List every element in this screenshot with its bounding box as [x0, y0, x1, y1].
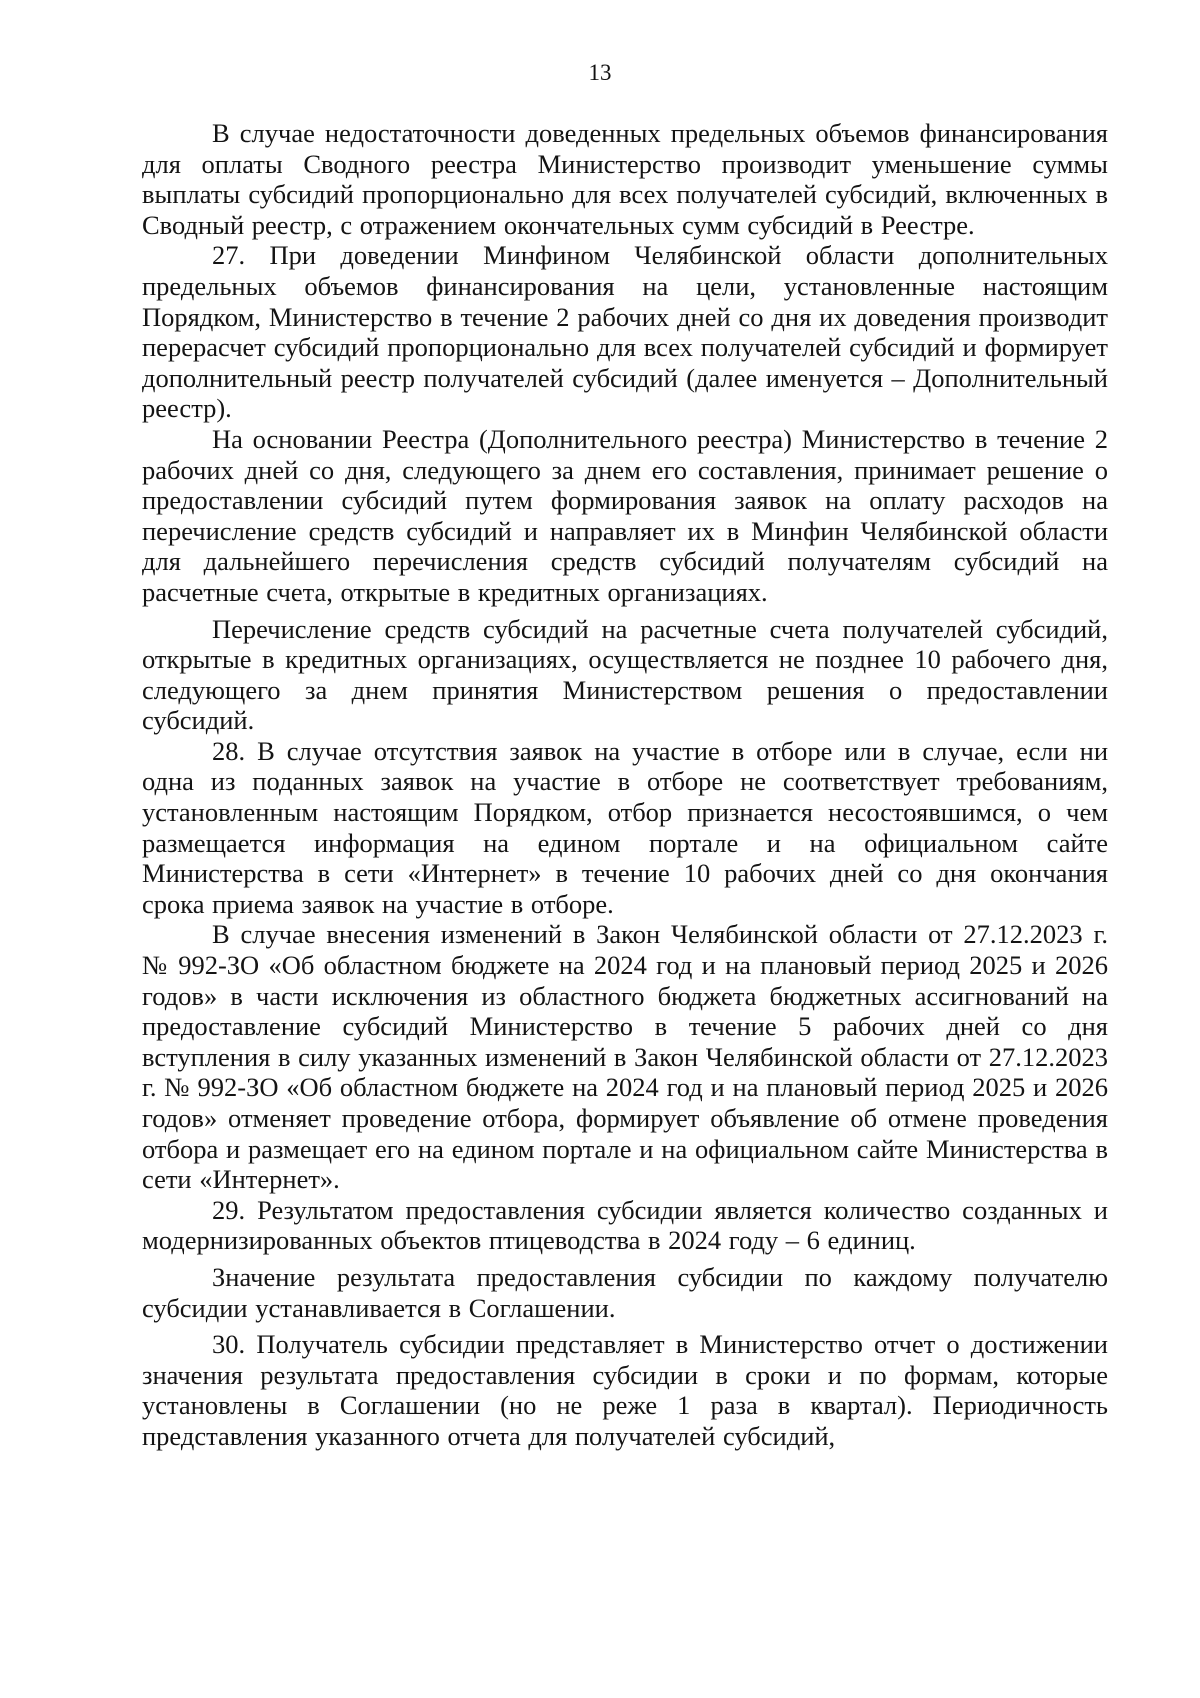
page-number: 13 — [588, 60, 612, 85]
paragraph: 28. В случае отсутствия заявок на участие в отборе или в случае, если ни одна из поданных заявок на участие в отборе не соответствует требованиям, установленным настоящим Порядком, отбор признается несостоявшимся, о чем размещается информация на едином портале и на официальном сайте Министерства в сети «Интернет» в течение 10 рабочих дней со дня окончания срока приема заявок на участие в отборе. — [142, 735, 1108, 919]
document-body — [142, 118, 1108, 1452]
paragraph: 29. Результатом предоставления субсидии является количество созданных и модернизированных объектов птицеводства в 2024 году – 6 единиц. — [142, 1194, 1108, 1256]
paragraph: 30. Получатель субсидии представляет в Министерство отчет о достижении значения результата предоставления субсидии в сроки и по формам, которые установлены в Соглашении (но не реже 1 раза в квартал). Периодичность представления указанного отчета для получателей субсидий, — [142, 1329, 1108, 1451]
paragraph: 27. При доведении Минфином Челябинской области дополнительных предельных объемов финансирования на цели, установленные настоящим Порядком, Министерство в течение 2 рабочих дней со дня их доведения производит перерасчет субсидий пропорционально для всех получателей субсидий и формирует дополнительный реестр получателей субсидий (далее именуется – Дополнительный реестр). — [142, 240, 1108, 424]
paragraph: В случае внесения изменений в Закон Челябинской области от 27.12.2023 г. № 992-ЗО «Об областном бюджете на 2024 год и на плановый период 2025 и 2026 годов» в части исключения из областного бюджета бюджетных ассигнований на предоставление субсидий Министерство в течение 5 рабочих дней со дня вступления в силу указанных изменений в Закон Челябинской области от 27.12.2023 г. № 992-ЗО «Об областном бюджете на 2024 год и на плановый период 2025 и 2026 годов» отменяет проведение отбора, формирует объявление об отмене проведения отбора и размещает его на едином портале и на официальном сайте Министерства в сети «Интернет». — [142, 919, 1108, 1195]
paragraph: В случае недостаточности доведенных предельных объемов финансирования для оплаты Сводного реестра Министерство производит уменьшение суммы выплаты субсидий пропорционально для всех получателей субсидий, включенных в Сводный реестр, с отражением окончательных сумм субсидий в Реестре. — [142, 118, 1108, 240]
paragraph: Перечисление средств субсидий на расчетные счета получателей субсидий, открытые в кредитных организациях, осуществляется не позднее 10 рабочего дня, следующего за днем принятия Министерством решения о предоставлении субсидий. — [142, 613, 1108, 736]
paragraph: На основании Реестра (Дополнительного реестра) Министерство в течение 2 рабочих дней со дня, следующего за днем его составления, принимает решение о предоставлении субсидий путем формирования заявок на оплату расходов на перечисление средств субсидий и направляет их в Минфин Челябинской области для дальнейшего перечисления средств субсидий получателям субсидий на расчетные счета, открытые в кредитных организациях. — [142, 423, 1108, 607]
paragraph: Значение результата предоставления субсидии по каждому получателю субсидии устанавливается в Соглашении. — [142, 1261, 1108, 1323]
